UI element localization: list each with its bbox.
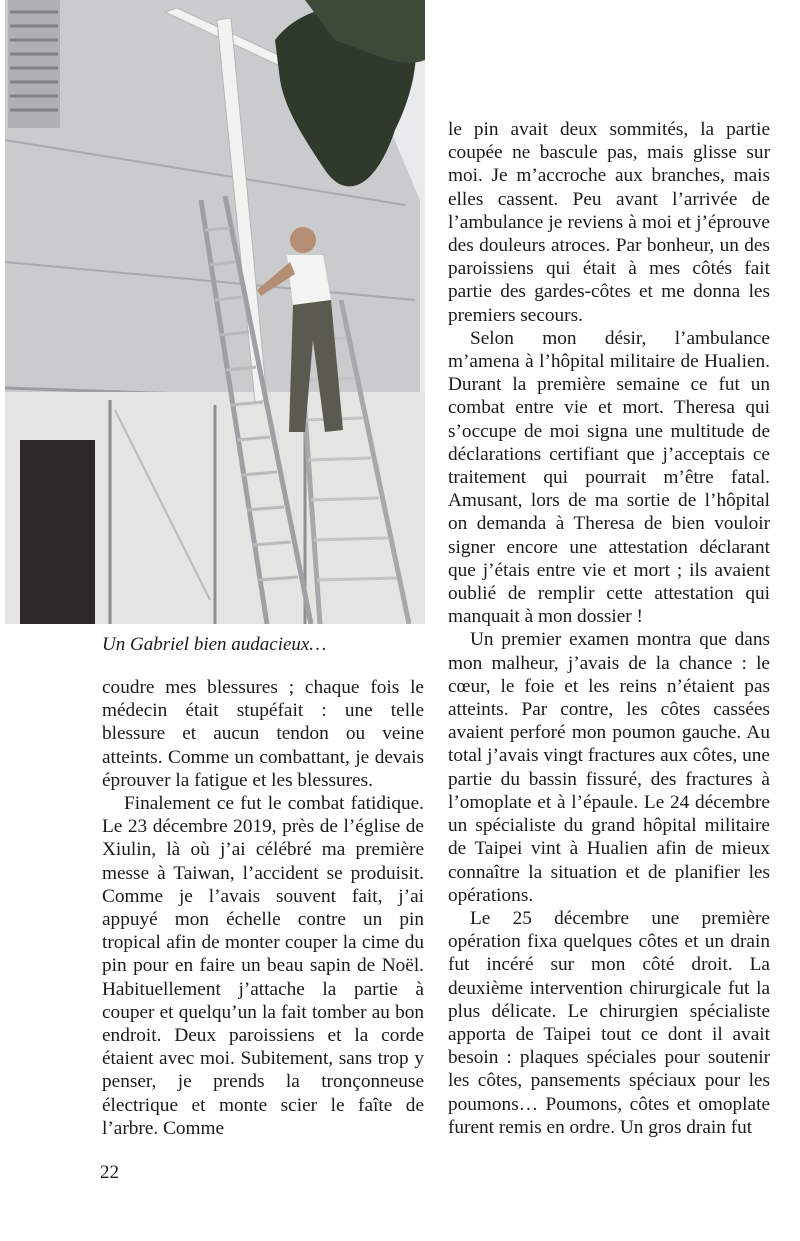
paragraph: le pin avait deux sommités, la partie coupée ne bascule pas, mais glisse sur moi. Je m’accroche aux branches, mais elles cassent. Peu avant l’arrivée de l’ambulance je reviens à moi et j’éprouve des douleurs atroces. Par bonheur, un des paroissiens qui était à mes côtés fait partie des gardes-côtes et me donna les premiers secours. [448,119,770,326]
photo-caption: Un Gabriel bien audacieux… [102,634,327,655]
paragraph: Selon mon désir, l’ambulance m’amena à l’hôpital militaire de Hualien. Durant la première semaine ce fut un combat entre vie et mort. Theresa qui s’occupe de moi signa une multitude de déclarations certifiant que j’acceptais ce traitement qui pourrait m’être fatal. Amusant, lors de ma sortie de l’hôpital on demanda à Theresa de bien vouloir signer encore une attestation déclarant que j’étais entre vie et mort ; ils avaient oublié de remplir cette attestation qui manquait à mon dossier ! [448,327,770,628]
page-number: 22 [100,1162,119,1183]
paragraph: Finalement ce fut le combat fatidique. Le 23 décembre 2019, près de l’église de Xiulin, là où j’ai célébré ma première messe à Taiwan, l’accident se produisit. Comme je l’avais souvent fait, j’ai appuyé mon échelle contre un pin tropical afin de monter couper la cime du pin pour en faire un beau sapin de Noël. Habituellement j’attache la partie à couper et quelqu’un la fait tomber au bon endroit. Deux paroissiens et la corde étaient avec moi. Subitement, sans trop y penser, je prends la tronçonneuse électrique et monte scier le faîte de l’arbre. Comme [102,793,424,1139]
photo-illustration [5,0,425,624]
paragraph: Le 25 décembre une première opération fixa quelques côtes et un drain fut incéré sur mon côté droit. La deuxième intervention chirurgicale fut la plus délicate. Le chirurgien spécialiste apporta de Taipei tout ce dont il avait besoin : plaques spéciales pour soutenir les côtes, pansements spéciaux pour les poumons… Poumons, côtes et omoplate furent remis en ordre. Un gros drain fut [448,907,770,1138]
right-text-column [448,118,770,1139]
church-ladder-photo [5,0,425,624]
paragraph: Un premier examen montra que dans mon malheur, j’avais de la chance : le cœur, le foie et les reins n’étaient pas atteints. Par contre, les côtes cassées avaient perforé mon poumon gauche. Au total j’avais vingt fractures aux côtes, une partie du bassin fissuré, des fractures à l’omoplate et à l’épaule. Le 24 décembre un spécialiste du grand hôpital militaire de Taipei vint à Hualien afin de mieux connaître la situation et de planifier les opérations. [448,629,770,906]
left-text-column [102,676,424,1140]
paragraph: coudre mes blessures ; chaque fois le médecin était stupéfait : une telle blessure et aucun tendon ou veine atteints. Comme un combattant, je devais éprouver la fatigue et les blessures. [102,677,424,791]
